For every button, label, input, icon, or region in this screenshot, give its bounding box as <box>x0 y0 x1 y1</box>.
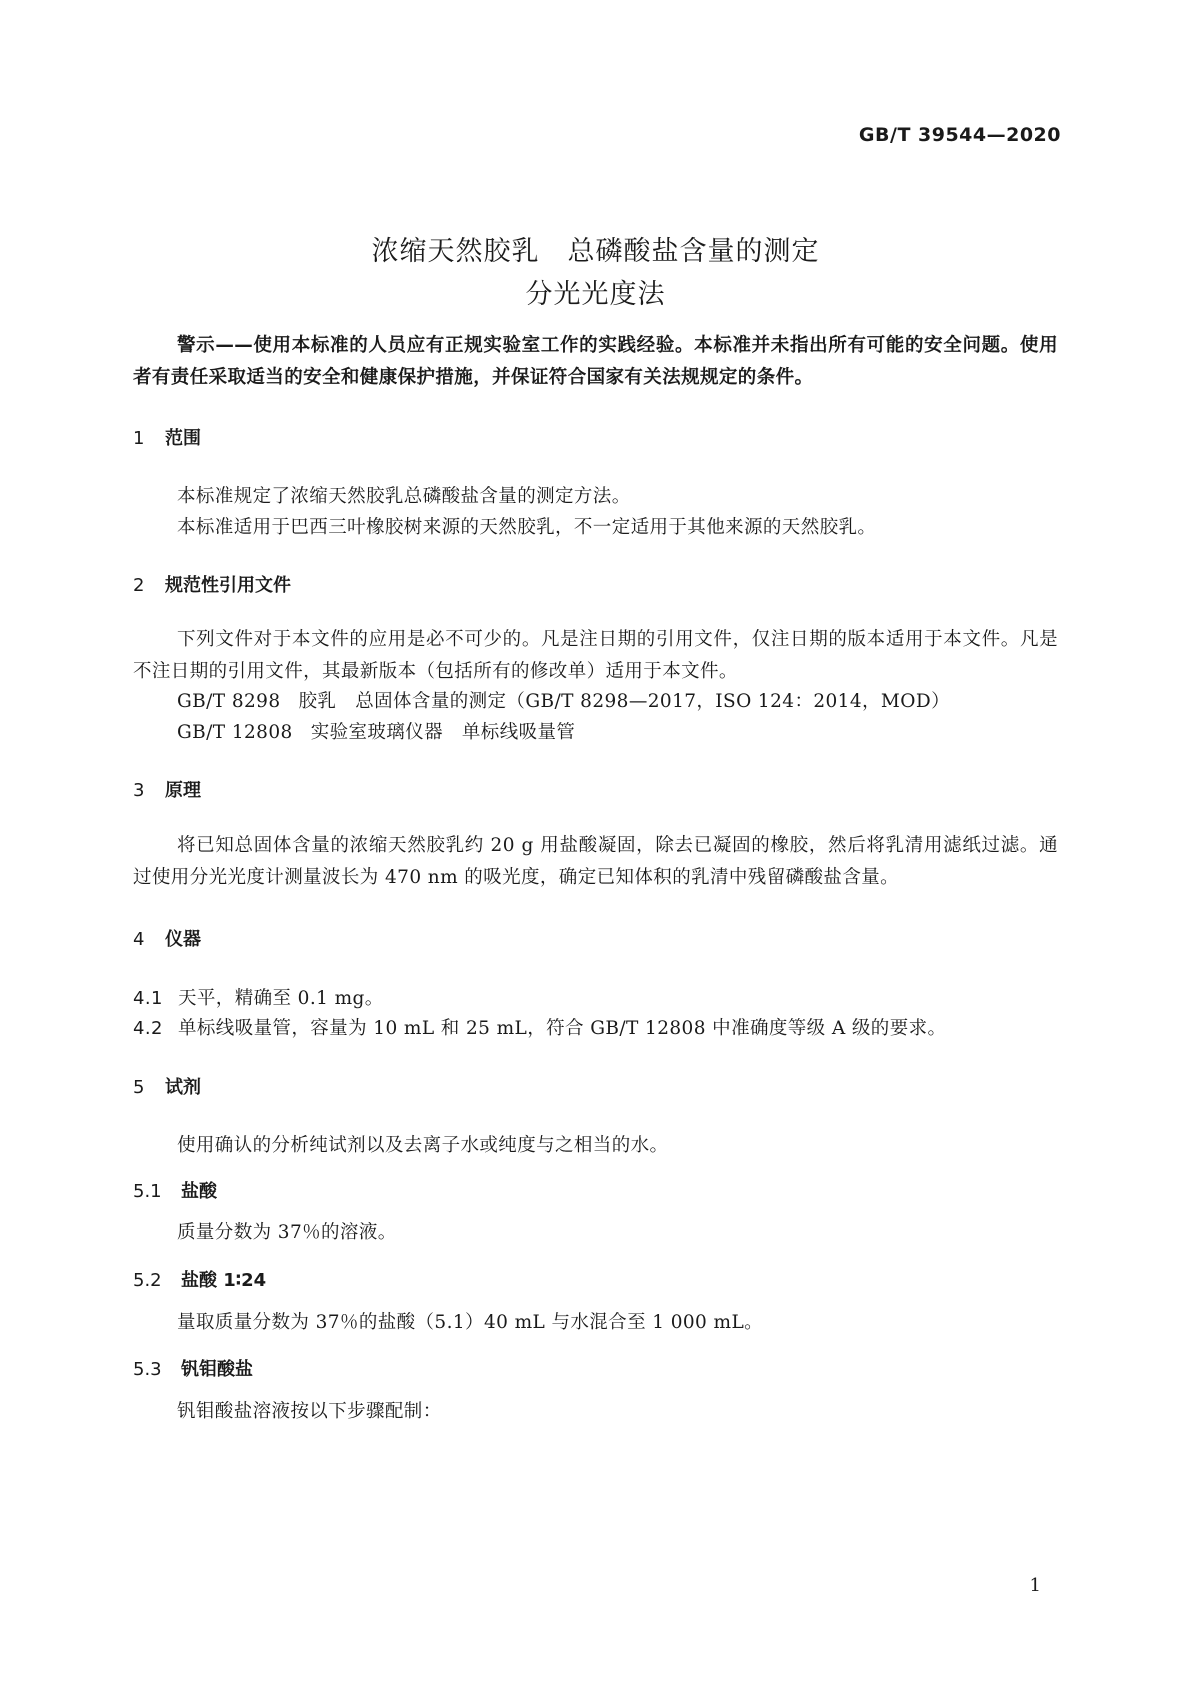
section-title: 仪器 <box>165 929 201 950</box>
subsection-text: 钒钼酸盐溶液按以下步骤配制： <box>177 1401 442 1422</box>
reference-title: 实验室玻璃仪器 单标线吸量管 <box>310 722 576 743</box>
section-title: 规范性引用文件 <box>165 575 291 596</box>
section-heading-3 <box>133 776 201 802</box>
subsection-title: 盐酸 1∶24 <box>181 1270 267 1291</box>
subsection-heading-5-1 <box>133 1177 217 1203</box>
item-text: 天平，精确至 0.1 mg。 <box>178 988 384 1009</box>
section-number: 5 <box>133 1077 145 1098</box>
reagents-paragraph: 使用确认的分析纯试剂以及去离子水或纯度与之相当的水。 <box>177 1135 669 1156</box>
section-number: 1 <box>133 428 145 449</box>
reference-title: 胶乳 总固体含量的测定（GB/T 8298—2017，ISO 124：2014，MOD） <box>298 691 950 712</box>
scope-paragraph-2: 本标准适用于巴西三叶橡胶树来源的天然胶乳，不一定适用于其他来源的天然胶乳。 <box>177 517 877 538</box>
item-number: 4.2 <box>133 1018 163 1039</box>
subsection-text: 质量分数为 37％的溶液。 <box>177 1222 397 1243</box>
subsection-number: 5.1 <box>133 1181 162 1202</box>
page-number: 1 <box>1029 1575 1041 1596</box>
reference-code: GB/T 8298 <box>177 691 281 712</box>
section-title: 原理 <box>165 780 201 801</box>
document-title-line2: 分光光度法 <box>525 279 666 310</box>
reference-item <box>177 687 950 713</box>
standard-code: GB/T 39544—2020 <box>858 124 1061 146</box>
subsection-title: 钒钼酸盐 <box>181 1359 253 1380</box>
subsection-text: 量取质量分数为 37％的盐酸（5.1）40 mL 与水混合至 1 000 mL。 <box>177 1312 764 1333</box>
subsection-heading-5-2 <box>133 1266 266 1292</box>
item-text: 单标线吸量管，容量为 10 mL 和 25 mL，符合 GB/T 12808 中准确度等级 A 级的要求。 <box>178 1018 947 1039</box>
reference-item <box>177 718 575 744</box>
section-number: 4 <box>133 929 145 950</box>
subsection-number: 5.3 <box>133 1359 162 1380</box>
principle-paragraph: 将已知总固体含量的浓缩天然胶乳约 20 g 用盐酸凝固，除去已凝固的橡胶，然后将乳清用滤纸过滤。通过使用分光光度计测量波长为 470 nm 的吸光度，确定已知体积的乳清中残留磷酸盐含量。 <box>133 835 1058 888</box>
section-heading-2 <box>133 571 291 597</box>
section-heading-5 <box>133 1073 201 1099</box>
warning-paragraph: 警示——使用本标准的人员应有正规实验室工作的实践经验。本标准并未指出所有可能的安全问题。使用者有责任采取适当的安全和健康保护措施，并保证符合国家有关法规规定的条件。 <box>133 335 1058 388</box>
subsection-number: 5.2 <box>133 1270 162 1291</box>
section-title: 试剂 <box>165 1077 201 1098</box>
scope-paragraph-1: 本标准规定了浓缩天然胶乳总磷酸盐含量的测定方法。 <box>177 486 631 507</box>
apparatus-item <box>133 984 384 1010</box>
subsection-heading-5-3 <box>133 1355 253 1381</box>
section-number: 3 <box>133 780 145 801</box>
document-title-line1: 浓缩天然胶乳 总磷酸盐含量的测定 <box>371 236 820 267</box>
section-heading-4 <box>133 925 201 951</box>
normative-references-paragraph: 下列文件对于本文件的应用是必不可少的。凡是注日期的引用文件，仅注日期的版本适用于本文件。凡是不注日期的引用文件，其最新版本（包括所有的修改单）适用于本文件。 <box>133 629 1058 682</box>
apparatus-item <box>133 1014 946 1040</box>
subsection-title: 盐酸 <box>181 1181 217 1202</box>
section-title: 范围 <box>165 428 201 449</box>
reference-code: GB/T 12808 <box>177 722 293 743</box>
item-number: 4.1 <box>133 988 163 1009</box>
section-number: 2 <box>133 575 145 596</box>
section-heading-1 <box>133 424 201 450</box>
